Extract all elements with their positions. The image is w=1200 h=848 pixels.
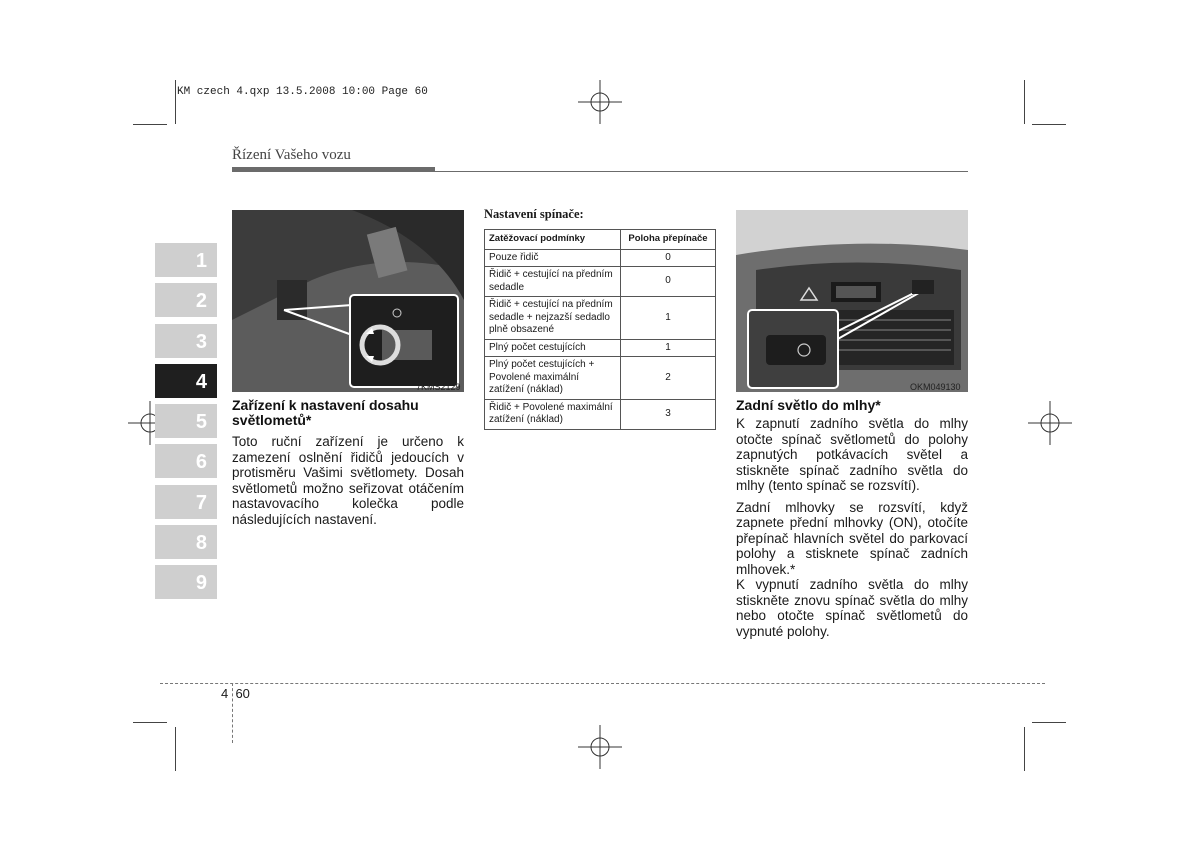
left-text-block [232,398,464,527]
image-code: OKM049130 [910,382,961,392]
crop-mark [1032,722,1066,723]
crop-mark [175,80,176,124]
table-cell: 3 [621,399,716,429]
registration-mark-icon [578,725,622,769]
table-cell: 1 [621,297,716,340]
table-title: Nastavení spínače: [484,207,584,221]
chapter-tab-1[interactable]: 1 [155,243,217,277]
right-text-block [736,398,968,639]
table-cell: 0 [621,267,716,297]
page-number: 4 60 [221,686,250,701]
rear-fog-light-heading: Zadní světlo do mlhy* [736,397,881,413]
chapter-tab-2[interactable]: 2 [155,283,217,317]
table-header-row [485,230,716,250]
crop-mark [133,124,167,125]
crop-mark [1024,80,1025,124]
rear-fog-light-paragraph: K zapnutí zadního světla do mlhy otočte spínač světlometů do polohy zapnutých potkávacích světel a stiskněte spínač zadního světla do mlhy (tento spínač se rozsvítí). [736,416,968,493]
table-row [485,399,716,429]
column-header: Zatěžovací podmínky [485,230,621,250]
chapter-tab-8[interactable]: 8 [155,525,217,559]
registration-mark-icon [578,80,622,124]
table-row [485,297,716,340]
table-cell: 2 [621,357,716,400]
title-rule [435,171,968,172]
dashboard-illustration [232,210,464,392]
column-header: Poloha přepínače [621,230,716,250]
headlight-leveling-heading: Zařízení k nastavení dosahu světlometů* [232,397,419,428]
rear-fog-light-paragraph: Zadní mlhovky se rozsvítí, když zapnete přední mlhovky (ON), otočíte přepínač hlavních světel do parkovací polohy a stisknete spínač zadních mlhovek.* K vypnutí zadního světla do mlhy stiskněte znovu spínač světla do mlhy nebo otočte spínač světlometů do vypnuté polohy. [736,499,968,639]
table-row [485,249,716,267]
crop-mark [1032,124,1066,125]
table-cell: 0 [621,249,716,267]
crop-mark [175,727,176,771]
table-cell: Pouze řidič [485,249,621,267]
chapter-tab-3[interactable]: 3 [155,324,217,358]
table-cell: Řidič + cestující na předním sedadle [485,267,621,297]
image-code: 7KMS2129 [416,382,461,392]
chapter-tabs [155,243,217,606]
chapter-tab-6[interactable]: 6 [155,444,217,478]
crop-mark [1024,727,1025,771]
table-cell: Plný počet cestujících + Povolené maximální zatížení (náklad) [485,357,621,400]
table-row [485,339,716,357]
table-cell: Plný počet cestujících [485,339,621,357]
headlight-leveling-photo [232,210,464,392]
table-cell: Řidič + Povolené maximální zatížení (náklad) [485,399,621,429]
headlight-leveling-paragraph: Toto ruční zařízení je určeno k zamezení oslnění řidičů jedoucích v protisměru Vašimi světlomety. Dosah světlometů možno seřizovat otáčením nastavovacího kolečka podle následujících nastavení. [232,434,464,527]
chapter-tab-9[interactable]: 9 [155,565,217,599]
table-row [485,267,716,297]
console-illustration [736,210,968,392]
chapter-tab-7[interactable]: 7 [155,485,217,519]
print-slug: KM czech 4.qxp 13.5.2008 10:00 Page 60 [177,86,428,98]
table-cell: 1 [621,339,716,357]
registration-mark-icon [1028,401,1072,445]
table-cell: Řidič + cestující na předním sedadle + nejzazší sedadlo plně obsazené [485,297,621,340]
chapter-tab-5[interactable]: 5 [155,404,217,438]
crop-mark [133,722,167,723]
rear-fog-light-photo [736,210,968,392]
title-bar [232,167,435,172]
switch-settings-table [484,229,716,430]
chapter-tab-4-active[interactable]: 4 [155,364,217,398]
table-row [485,357,716,400]
footer-dashed-rule [160,683,1045,684]
section-title: Řízení Vašeho vozu [232,147,351,163]
